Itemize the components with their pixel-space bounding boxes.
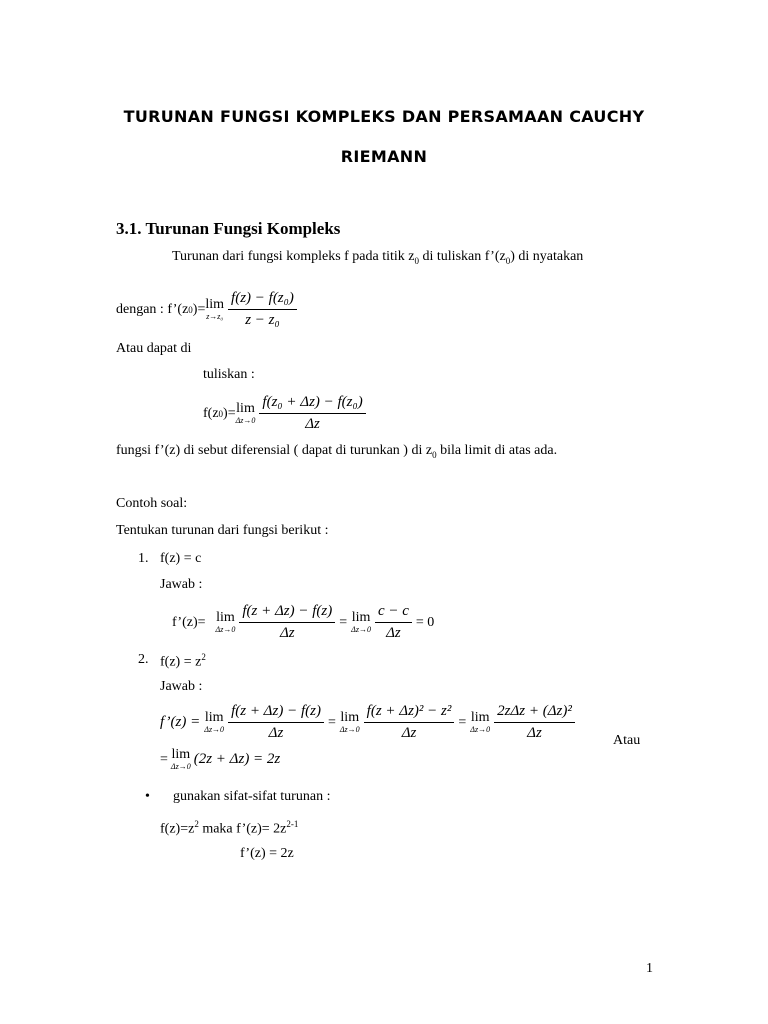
item-2-number: 2. <box>138 652 149 667</box>
limit-operator: lim z→z₀ <box>205 297 225 321</box>
item-2-solution-line-2: = lim Δz→0 (2z + Δz) = 2z <box>160 747 281 771</box>
tuliskan-text: tuliskan : <box>203 367 255 382</box>
definition-1: dengan : f’(z 0 )= lim z→z₀ $\frac{\text{f(z) − f(z₀)}}{\text{z − z₀}}$ <box>116 290 297 329</box>
item-2-solution: f’(z) = lim Δz→0 $\frac{f(z + \Delta z) - f(z)}{\Delta z}$ = lim Δz→0 $\frac{\text{f(z + Δz)² − z²}}{\Delta z}$ = lim Δz→0 $\frac{\text{2zΔz + (Δz)²}}{\Delta z}$ <box>160 703 575 742</box>
differentiable-statement: fungsi f’(z) di sebut diferensial ( dapat di turunkan ) di $z_0$ bila limit di atas ada. <box>116 443 558 460</box>
item-1-number: 1. <box>138 551 149 566</box>
item-2-jawab: Jawab : <box>160 679 203 694</box>
difference-quotient: $\frac{\text{f(z) − f(z₀)}}{\text{z − z₀}}$ <box>228 290 297 329</box>
bullet-icon: • <box>145 789 150 804</box>
intro-paragraph: Turunan dari fungsi kompleks f pada titik $z_0$ di tuliskan $f’(z_0)$ di nyatakan <box>172 249 584 266</box>
example-heading: Contoh soal: <box>116 496 188 511</box>
atau-text: Atau <box>613 733 641 748</box>
item-1-jawab: Jawab : <box>160 577 203 592</box>
page-number: 1 <box>646 961 653 976</box>
document-title-line-2: RIEMANN <box>340 147 428 166</box>
bullet-text: gunakan sifat-sifat turunan : <box>173 789 331 804</box>
section-heading: 3.1. Turunan Fungsi Kompleks <box>116 219 341 238</box>
item-1-solution: f’(z)= lim Δz→0 $\frac{f(z + \Delta z) - f(z)}{\Delta z}$ = lim Δz→0 $\frac{c - c}{\Delta z}$ = 0 <box>172 603 435 641</box>
example-instruction: Tentukan turunan dari fungsi berikut : <box>116 523 329 538</box>
definition-2: f(z 0 )= lim Δz→0 $\frac{\text{f(z₀ + Δz) − f(z₀)}}{\Delta z}$ <box>203 394 366 433</box>
power-rule-line: $f(z)=z^2$ maka f’(z)= $2z^{2-1}$ <box>160 819 299 837</box>
item-1-function: f(z) = c <box>160 551 202 566</box>
difference-quotient: $\frac{\text{f(z₀ + Δz) − f(z₀)}}{\Delta z}$ <box>259 394 365 433</box>
limit-operator: lim Δz→0 <box>235 401 256 425</box>
item-2-function: $f(z) = z^2$ <box>160 652 206 670</box>
atau-dapat-text: Atau dapat di <box>116 341 192 356</box>
final-result: f’(z) = 2z <box>240 846 294 861</box>
document-title-line-1: TURUNAN FUNGSI KOMPLEKS DAN PERSAMAAN CAUCHY <box>123 107 645 126</box>
